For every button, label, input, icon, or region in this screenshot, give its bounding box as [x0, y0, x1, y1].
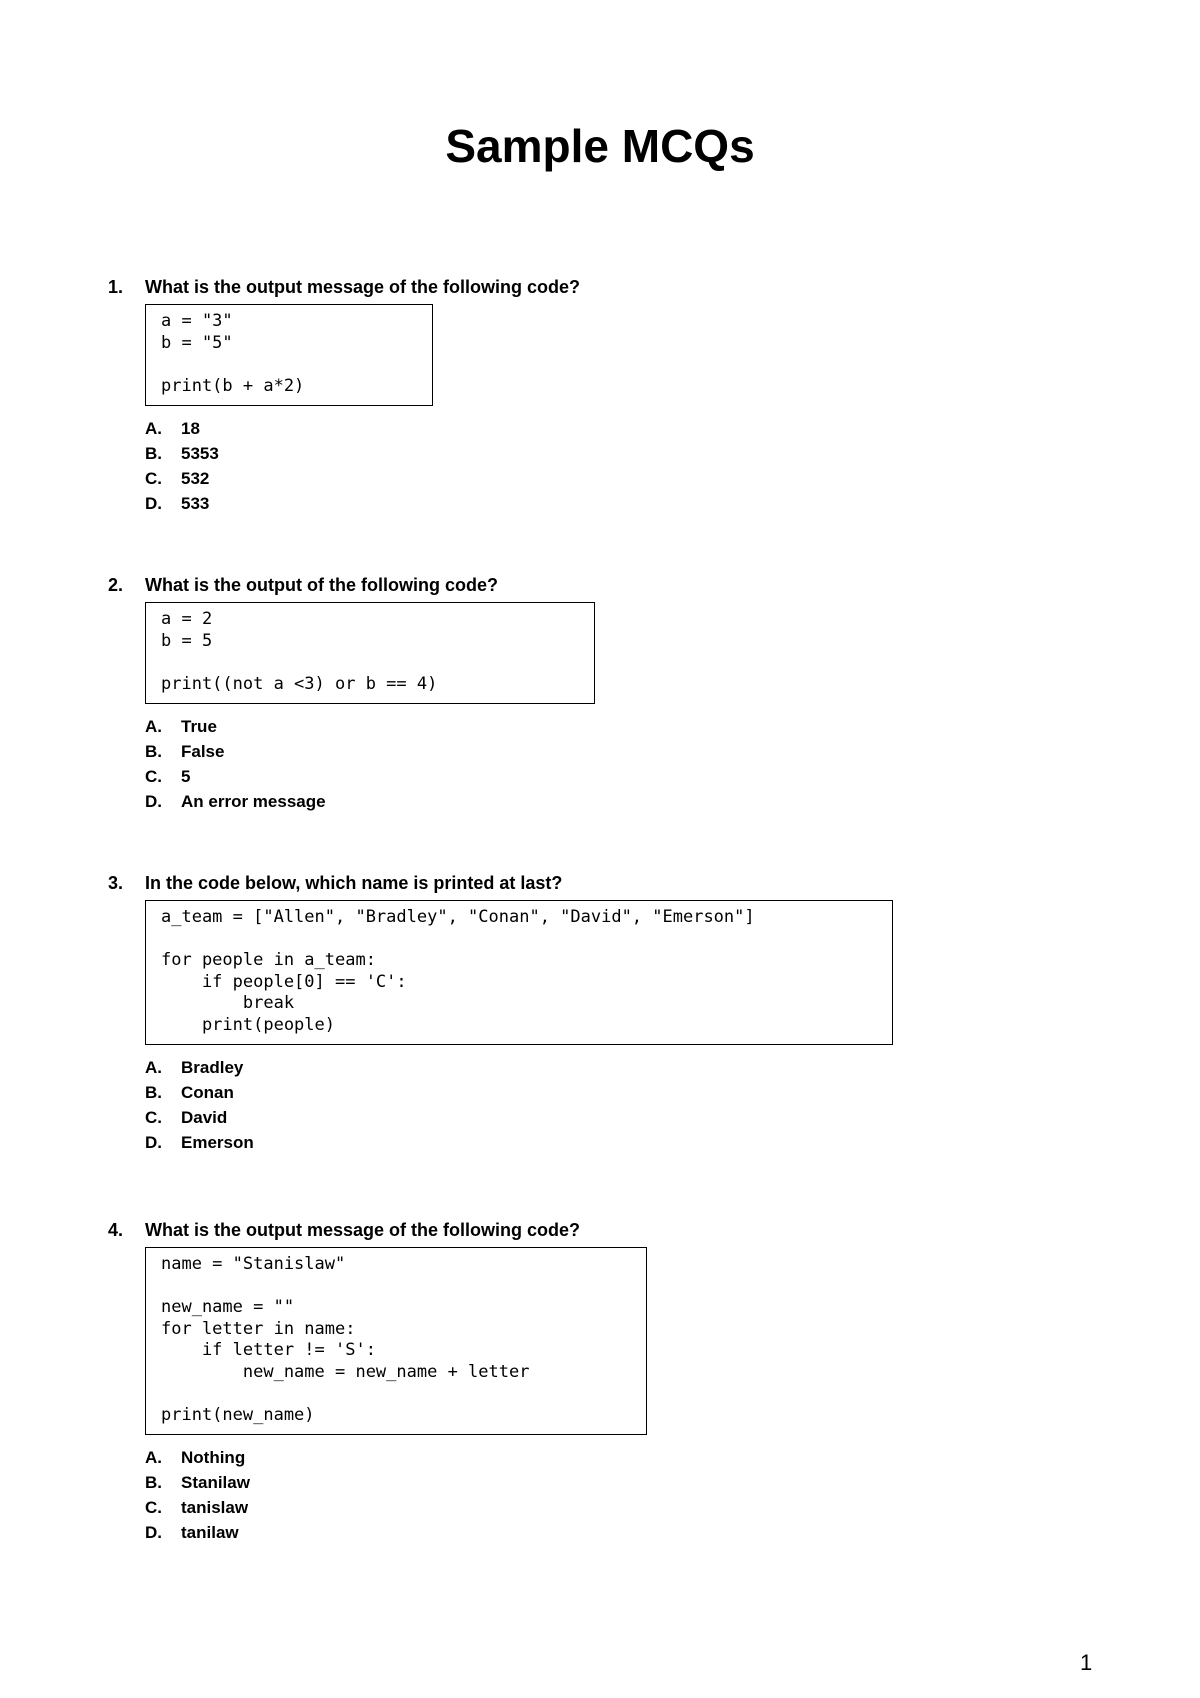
option-text: Conan — [181, 1083, 234, 1102]
option-text: 5 — [181, 767, 191, 786]
option-b — [145, 1080, 893, 1105]
option-letter: B. — [145, 1083, 162, 1102]
option-letter: B. — [145, 742, 162, 761]
option-text: An error message — [181, 792, 326, 811]
option-text: 18 — [181, 419, 200, 438]
code-line: b = 5 — [161, 630, 213, 651]
option-c — [145, 1495, 647, 1520]
answer-options — [145, 1445, 647, 1545]
code-line — [161, 652, 579, 674]
question-text: In the code below, which name is printed at last? — [145, 873, 563, 893]
option-text: Stanilaw — [181, 1473, 250, 1492]
answer-options — [145, 714, 595, 814]
question-number: 3. — [108, 873, 124, 893]
question-3 — [108, 872, 893, 1155]
option-letter: C. — [145, 1498, 162, 1517]
option-a — [145, 714, 595, 739]
option-text: Bradley — [181, 1058, 244, 1077]
option-b — [145, 441, 580, 466]
option-letter: D. — [145, 1133, 162, 1152]
code-line: break — [161, 993, 295, 1013]
answer-options — [145, 416, 580, 516]
option-text: 533 — [181, 494, 210, 513]
question-header — [108, 574, 595, 596]
option-text: tanilaw — [181, 1523, 239, 1542]
option-letter: B. — [145, 1473, 162, 1492]
option-text: tanislaw — [181, 1498, 249, 1517]
code-line: print(b + a*2) — [161, 375, 305, 396]
code-block — [145, 304, 433, 406]
option-text: David — [181, 1108, 228, 1127]
code-line: for letter in name: — [161, 1318, 356, 1339]
option-c — [145, 466, 580, 491]
code-line — [161, 929, 877, 951]
option-letter: A. — [145, 419, 162, 438]
option-letter: A. — [145, 1058, 162, 1077]
option-letter: A. — [145, 717, 162, 736]
option-a — [145, 1055, 893, 1080]
question-2 — [108, 574, 595, 814]
option-b — [145, 739, 595, 764]
code-block — [145, 602, 595, 704]
option-text: True — [181, 717, 217, 736]
page-number: 1 — [1080, 1650, 1093, 1675]
page-title: Sample MCQs — [445, 120, 755, 172]
question-number: 1. — [108, 277, 124, 297]
option-d — [145, 1520, 647, 1545]
question-text: What is the output message of the following code? — [145, 277, 581, 297]
question-number: 4. — [108, 1220, 124, 1240]
question-text: What is the output of the following code? — [145, 575, 498, 595]
option-d — [145, 491, 580, 516]
code-line: print(people) — [161, 1014, 335, 1035]
option-c — [145, 1105, 893, 1130]
option-c — [145, 764, 595, 789]
option-d — [145, 1130, 893, 1155]
option-letter: C. — [145, 1108, 162, 1127]
option-letter: C. — [145, 469, 162, 488]
option-a — [145, 1445, 647, 1470]
option-letter: D. — [145, 1523, 162, 1542]
code-line: a = 2 — [161, 609, 213, 629]
code-line: a_team = ["Allen", "Bradley", "Conan", "David", "Emerson"] — [161, 907, 755, 927]
question-4 — [108, 1219, 647, 1545]
option-d — [145, 789, 595, 814]
code-line — [161, 1383, 631, 1405]
code-line: if letter != 'S': — [161, 1340, 376, 1360]
code-line: a = "3" — [161, 311, 233, 331]
code-line: new_name = "" — [161, 1297, 295, 1317]
option-b — [145, 1470, 647, 1495]
option-a — [145, 416, 580, 441]
code-line — [161, 354, 417, 376]
option-letter: C. — [145, 767, 162, 786]
code-line: print(new_name) — [161, 1404, 315, 1425]
code-line — [161, 1276, 631, 1298]
code-block — [145, 900, 893, 1045]
option-letter: D. — [145, 494, 162, 513]
code-line: for people in a_team: — [161, 950, 376, 970]
question-number: 2. — [108, 575, 124, 595]
code-line: b = "5" — [161, 332, 233, 353]
question-header — [108, 1219, 647, 1241]
code-line: if people[0] == 'C': — [161, 971, 407, 992]
option-text: 532 — [181, 469, 210, 488]
option-text: Emerson — [181, 1133, 254, 1152]
question-text: What is the output message of the following code? — [145, 1220, 581, 1240]
answer-options — [145, 1055, 893, 1155]
option-text: Nothing — [181, 1448, 246, 1467]
option-letter: A. — [145, 1448, 162, 1467]
code-line: new_name = new_name + letter — [161, 1361, 530, 1382]
question-header — [108, 872, 893, 894]
option-letter: D. — [145, 792, 162, 811]
option-letter: B. — [145, 444, 162, 463]
option-text: False — [181, 742, 225, 761]
question-1 — [108, 276, 580, 516]
code-block — [145, 1247, 647, 1435]
question-header — [108, 276, 580, 298]
option-text: 5353 — [181, 444, 219, 463]
code-line: print((not a <3) or b == 4) — [161, 673, 438, 694]
code-line: name = "Stanislaw" — [161, 1254, 346, 1274]
